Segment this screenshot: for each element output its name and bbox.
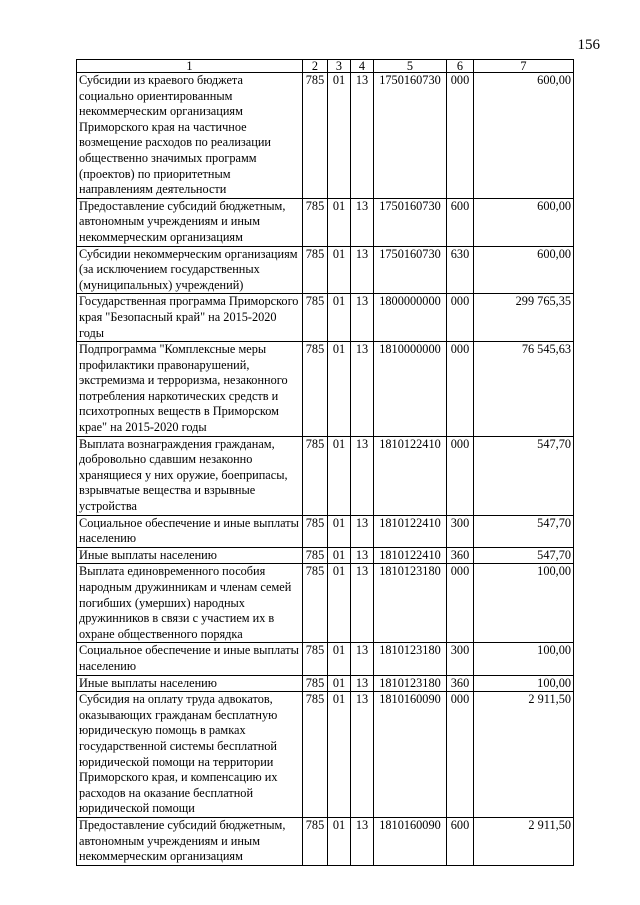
table-row — [77, 692, 574, 818]
row-name: Социальное обеспечение и иные выплаты населению — [77, 515, 303, 547]
row-code-expense-type: 000 — [447, 342, 474, 437]
row-code-expense-type: 300 — [447, 515, 474, 547]
row-code-admin: 785 — [303, 547, 328, 564]
row-name: Выплата единовременного пособия народным дружинникам и членам семей погибших (умерших) народных дружинников в связи с участием их в охране общественного порядка — [77, 564, 303, 643]
row-name: Субсидия на оплату труда адвокатов, оказывающих гражданам бесплатную юридическую помощь в рамках государственной системы бесплатной юридической помощи на территории Приморского края, и компенсацию их расходов на оказание бесплатной юридической помощи — [77, 692, 303, 818]
row-code-subsection: 13 — [351, 675, 374, 692]
row-amount: 299 765,35 — [474, 294, 574, 342]
row-code-section: 01 — [328, 73, 351, 199]
table-row — [77, 564, 574, 643]
row-code-admin: 785 — [303, 246, 328, 294]
row-code-subsection: 13 — [351, 643, 374, 675]
row-code-subsection: 13 — [351, 246, 374, 294]
row-code-target: 1800000000 — [374, 294, 447, 342]
row-code-subsection: 13 — [351, 73, 374, 199]
row-code-admin: 785 — [303, 675, 328, 692]
row-code-expense-type: 000 — [447, 294, 474, 342]
row-code-target: 1810123180 — [374, 643, 447, 675]
row-code-expense-type: 300 — [447, 643, 474, 675]
row-code-section: 01 — [328, 817, 351, 865]
row-name: Иные выплаты населению — [77, 547, 303, 564]
row-code-expense-type: 000 — [447, 564, 474, 643]
row-code-expense-type: 600 — [447, 198, 474, 246]
row-name: Социальное обеспечение и иные выплаты населению — [77, 643, 303, 675]
row-code-section: 01 — [328, 246, 351, 294]
column-header-6: 6 — [447, 60, 474, 73]
row-amount: 100,00 — [474, 675, 574, 692]
row-code-expense-type: 360 — [447, 547, 474, 564]
row-code-expense-type: 600 — [447, 817, 474, 865]
row-code-section: 01 — [328, 692, 351, 818]
row-name: Предоставление субсидий бюджетным, автономным учреждениям и иным некоммерческим организациям — [77, 198, 303, 246]
row-code-admin: 785 — [303, 436, 328, 515]
row-code-section: 01 — [328, 294, 351, 342]
row-code-target: 1750160730 — [374, 198, 447, 246]
table-row — [77, 675, 574, 692]
row-code-admin: 785 — [303, 515, 328, 547]
row-code-subsection: 13 — [351, 817, 374, 865]
column-header-2: 2 — [303, 60, 328, 73]
row-code-target: 1810123180 — [374, 564, 447, 643]
row-code-target: 1810122410 — [374, 515, 447, 547]
row-code-admin: 785 — [303, 692, 328, 818]
row-amount: 2 911,50 — [474, 692, 574, 818]
row-code-section: 01 — [328, 198, 351, 246]
row-code-section: 01 — [328, 436, 351, 515]
row-code-subsection: 13 — [351, 515, 374, 547]
row-amount: 547,70 — [474, 547, 574, 564]
row-name: Государственная программа Приморского края "Безопасный край" на 2015-2020 годы — [77, 294, 303, 342]
row-code-target: 1810000000 — [374, 342, 447, 437]
row-amount: 76 545,63 — [474, 342, 574, 437]
table-row — [77, 246, 574, 294]
row-code-target: 1810123180 — [374, 675, 447, 692]
row-code-target: 1810160090 — [374, 692, 447, 818]
row-code-section: 01 — [328, 547, 351, 564]
page-number: 156 — [577, 37, 600, 53]
row-code-expense-type: 000 — [447, 436, 474, 515]
row-name: Субсидии некоммерческим организациям (за исключением государственных (муниципальных) учреждений) — [77, 246, 303, 294]
row-code-subsection: 13 — [351, 294, 374, 342]
header-row — [77, 60, 574, 73]
table-row — [77, 643, 574, 675]
table-row — [77, 294, 574, 342]
column-header-1: 1 — [77, 60, 303, 73]
row-code-admin: 785 — [303, 294, 328, 342]
row-name: Предоставление субсидий бюджетным, автономным учреждениям и иным некоммерческим организациям — [77, 817, 303, 865]
row-code-admin: 785 — [303, 198, 328, 246]
row-amount: 100,00 — [474, 643, 574, 675]
row-code-subsection: 13 — [351, 436, 374, 515]
row-code-section: 01 — [328, 342, 351, 437]
table-row — [77, 547, 574, 564]
row-code-target: 1810160090 — [374, 817, 447, 865]
row-amount: 600,00 — [474, 246, 574, 294]
row-code-subsection: 13 — [351, 547, 374, 564]
table-row — [77, 515, 574, 547]
row-code-section: 01 — [328, 675, 351, 692]
row-code-subsection: 13 — [351, 342, 374, 437]
row-amount: 547,70 — [474, 515, 574, 547]
row-name: Субсидии из краевого бюджета социально ориентированным некоммерческим организациям Приморского края на частичное возмещение расходов по реализации общественно значимых программ (проектов) по приоритетным направлениям деятельности — [77, 73, 303, 199]
row-code-expense-type: 000 — [447, 73, 474, 199]
table-row — [77, 436, 574, 515]
row-code-expense-type: 630 — [447, 246, 474, 294]
row-name: Выплата вознаграждения гражданам, добровольно сдавшим незаконно хранящиеся у них оружие, боеприпасы, взрывчатые вещества и взрывные устройства — [77, 436, 303, 515]
row-code-target: 1750160730 — [374, 73, 447, 199]
column-header-4: 4 — [351, 60, 374, 73]
table-row — [77, 342, 574, 437]
row-amount: 547,70 — [474, 436, 574, 515]
row-code-admin: 785 — [303, 817, 328, 865]
row-code-target: 1750160730 — [374, 246, 447, 294]
row-code-section: 01 — [328, 564, 351, 643]
row-code-admin: 785 — [303, 73, 328, 199]
row-code-target: 1810122410 — [374, 436, 447, 515]
row-amount: 2 911,50 — [474, 817, 574, 865]
table-row — [77, 198, 574, 246]
row-code-section: 01 — [328, 643, 351, 675]
column-header-7: 7 — [474, 60, 574, 73]
row-code-subsection: 13 — [351, 692, 374, 818]
row-code-expense-type: 000 — [447, 692, 474, 818]
row-name: Иные выплаты населению — [77, 675, 303, 692]
table-row — [77, 73, 574, 199]
row-code-section: 01 — [328, 515, 351, 547]
budget-table — [76, 59, 574, 866]
row-code-subsection: 13 — [351, 564, 374, 643]
row-code-admin: 785 — [303, 342, 328, 437]
row-amount: 600,00 — [474, 198, 574, 246]
row-code-expense-type: 360 — [447, 675, 474, 692]
column-header-5: 5 — [374, 60, 447, 73]
table-row — [77, 817, 574, 865]
row-code-target: 1810122410 — [374, 547, 447, 564]
column-header-3: 3 — [328, 60, 351, 73]
row-amount: 100,00 — [474, 564, 574, 643]
row-amount: 600,00 — [474, 73, 574, 199]
row-code-subsection: 13 — [351, 198, 374, 246]
row-code-admin: 785 — [303, 564, 328, 643]
row-name: Подпрограмма "Комплексные меры профилактики правонарушений, экстремизма и терроризма, незаконного потребления наркотических средств и психотропных веществ в Приморском крае" на 2015-2020 годы — [77, 342, 303, 437]
row-code-admin: 785 — [303, 643, 328, 675]
